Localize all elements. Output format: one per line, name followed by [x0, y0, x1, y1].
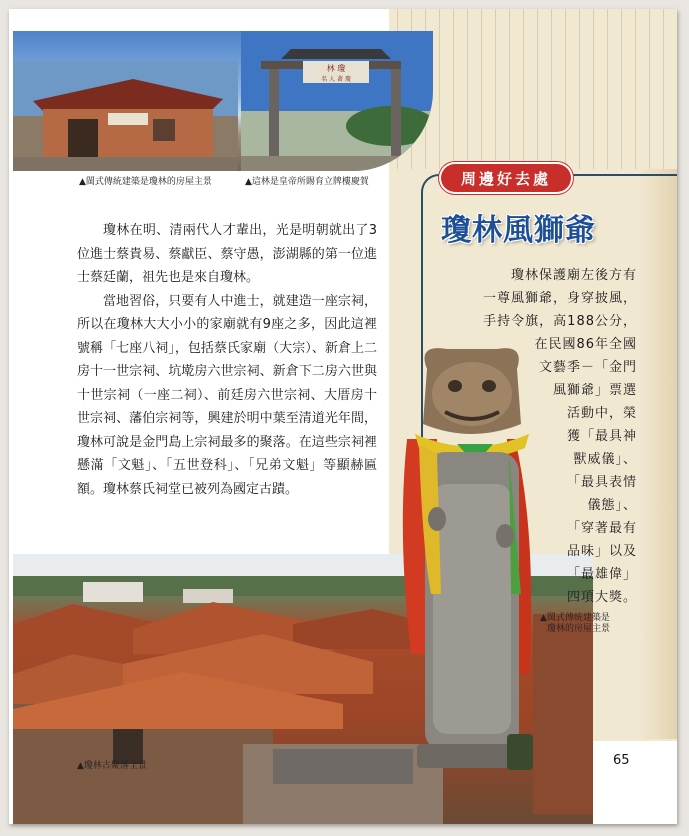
- nearby-attractions-badge: 周邊好去處: [441, 164, 571, 192]
- caption-top-left: ▲閩式傳統建築是瓊林的房屋主景: [79, 177, 212, 187]
- main-article-body: [77, 219, 377, 501]
- sidebar-line-3: 手持令旗，高188公分，: [483, 314, 637, 329]
- sidebar-line-15: 四項大獎。: [566, 590, 637, 605]
- sidebar-line-8: 獲「最具神: [566, 429, 637, 444]
- decorative-stripes: [397, 9, 677, 169]
- page-number: 65: [613, 753, 630, 768]
- sidebar-line-5: 文藝季－「金門: [538, 360, 637, 375]
- article-title: 瓊林風獅爺: [441, 213, 596, 248]
- memorial-archway-photo: [241, 31, 433, 171]
- caption-right-line1: ▲閩式傳統建築是: [540, 613, 610, 623]
- sidebar-line-11: 儀態」、: [587, 498, 637, 513]
- sidebar-line-9: 獸威儀」、: [573, 452, 637, 467]
- wind-lion-statue-photo: [397, 344, 547, 784]
- sidebar-line-14: 「最雄偉」: [566, 567, 637, 582]
- sidebar-line-7: 活動中，榮: [566, 406, 637, 421]
- paragraph-2: 當地習俗，只要有人中進士，就建造一座宗祠，所以在瓊林大大小小的家廟就有9座之多，因此這裡號稱「七座八祠」，包括蔡氏家廟（大宗）、新倉上二房十一世宗祠、坑墘房六世宗祠、新倉下二房六世與十世宗祠（一座二祠）、前廷房六世宗祠、大厝房十世宗祠、藩伯宗祠等，興建於明中葉至清道光年間，瓊林可說是金門島上宗祠最多的聚落。在這些宗祠裡懸滿「文魁」、「五世登科」、「兄弟文魁」等顯赫匾額。瓊林蔡氏祠堂已被列為國定古蹟。: [77, 293, 377, 497]
- paragraph-1: 瓊林在明、清兩代人才輩出，光是明朝就出了3位進士蔡貴易、蔡獻臣、蔡守愚，澎湖縣的第一位進士蔡廷蘭，祖先也是來自瓊林。: [77, 223, 377, 285]
- caption-right-line2: 瓊林的房屋主景: [547, 624, 611, 634]
- traditional-house-photo: [13, 61, 238, 171]
- gate-sign-top: 林 瓊: [326, 64, 346, 73]
- gate-sign-bottom: 名 人 著 瓊: [321, 76, 351, 83]
- caption-top-right: ▲這林是皇帝所賜育立牌樓慶賀: [245, 177, 369, 187]
- sidebar-line-13: 品味」以及: [566, 544, 637, 559]
- sidebar-line-1: 瓊林保護廟左後方有: [510, 268, 637, 283]
- sidebar-line-12: 「穿著最有: [566, 521, 637, 536]
- sidebar-line-4: 在民國86年全國: [534, 337, 637, 352]
- top-photos: [13, 31, 433, 171]
- sidebar-line-2: 一尊風獅爺，身穿披風，: [482, 291, 637, 306]
- magazine-page: [9, 9, 677, 824]
- sidebar-line-10: 「最具表情: [566, 475, 637, 490]
- sidebar-line-6: 風獅爺」票選: [552, 383, 637, 398]
- caption-bottom-left: ▲瓊林古聚落全景: [77, 761, 147, 771]
